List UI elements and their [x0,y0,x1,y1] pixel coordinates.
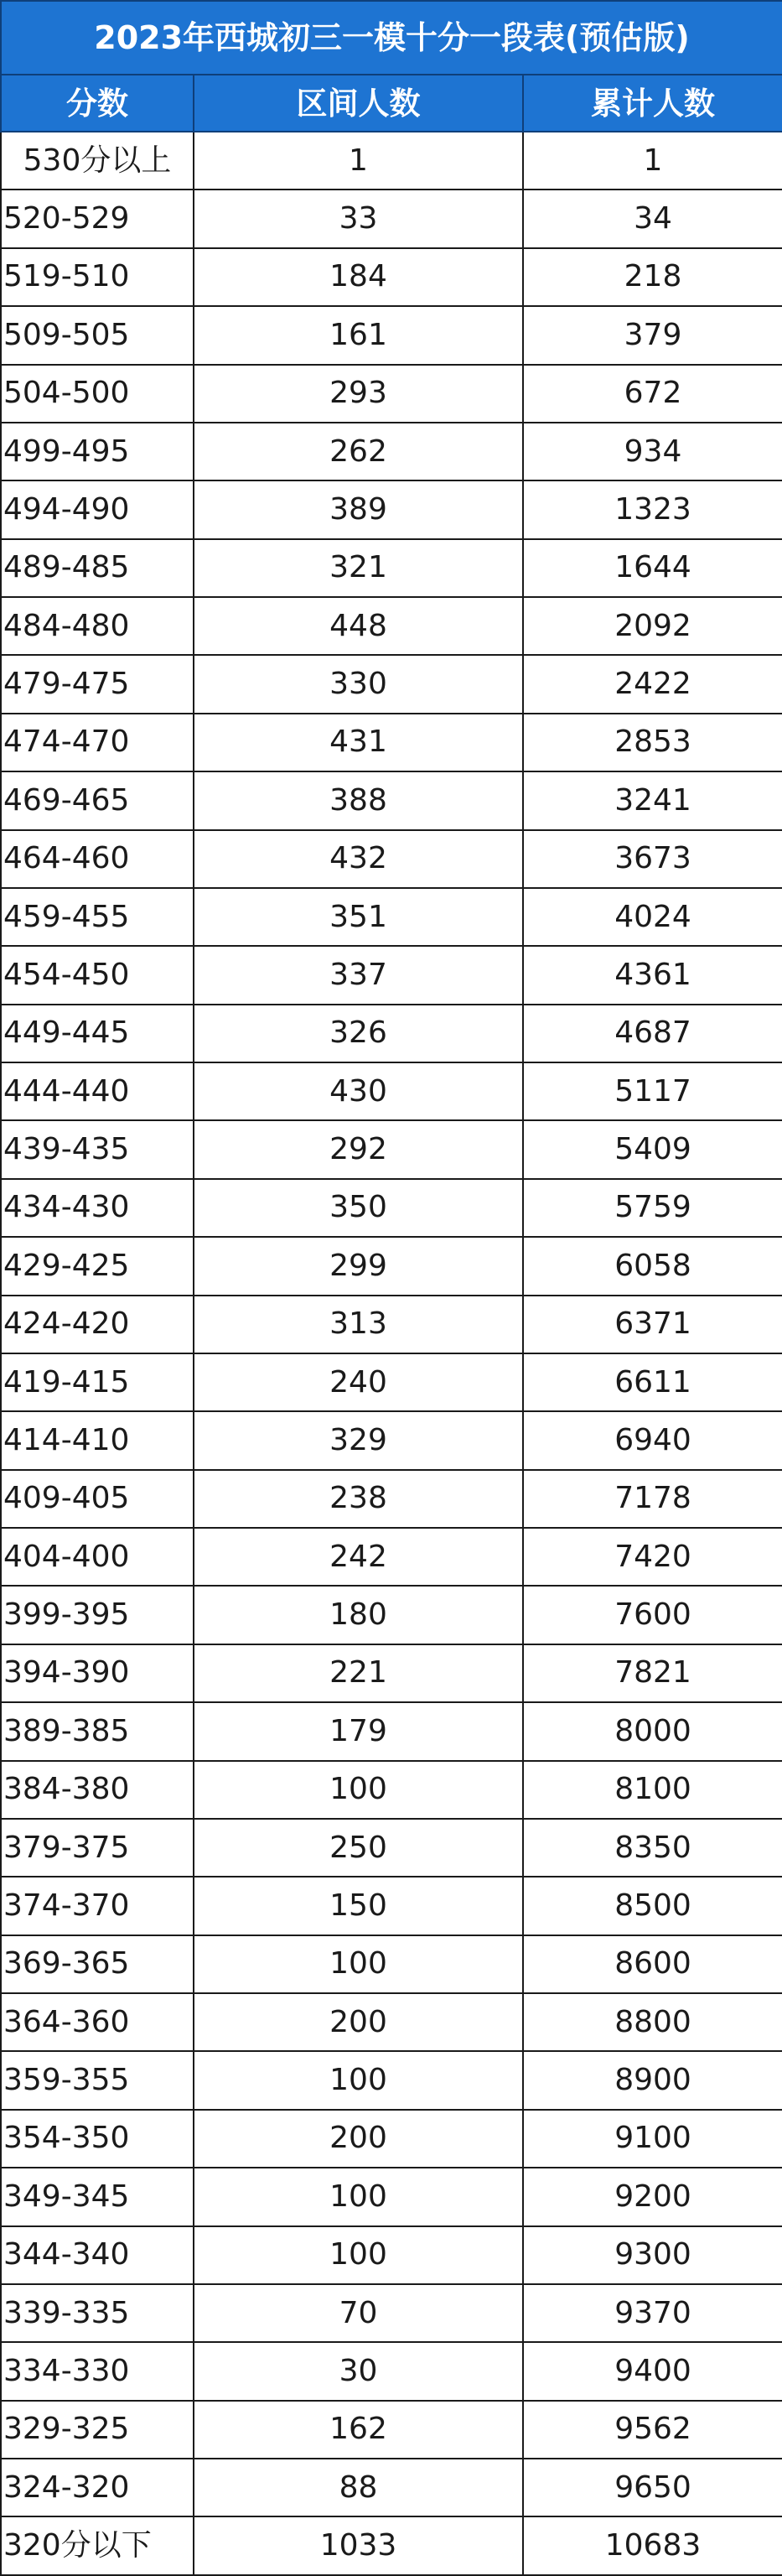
score-range-cell: 454-450 [1,946,194,1004]
table-row [1,132,782,190]
interval-count-cell: 184 [194,248,523,306]
cumulative-count-cell: 8350 [523,1819,782,1877]
interval-count-cell: 100 [194,2226,523,2284]
column-header-interval-count: 区间人数 [194,75,523,132]
score-range-cell: 394-390 [1,1644,194,1702]
score-range-cell: 374-370 [1,1877,194,1935]
column-header-cumulative-count: 累计人数 [523,75,782,132]
score-range-cell: 339-335 [1,2284,194,2342]
table-row [1,1702,782,1760]
score-range-cell: 484-480 [1,597,194,655]
interval-count-cell: 430 [194,1062,523,1120]
cumulative-count-cell: 5117 [523,1062,782,1120]
score-range-cell: 349-345 [1,2168,194,2225]
score-range-cell: 344-340 [1,2226,194,2284]
table-row [1,1935,782,1993]
score-range-cell: 419-415 [1,1353,194,1411]
table-row [1,946,782,1004]
cumulative-count-cell: 6611 [523,1353,782,1411]
interval-count-cell: 292 [194,1120,523,1178]
score-range-cell: 429-425 [1,1237,194,1295]
table-row [1,888,782,946]
score-range-cell: 324-320 [1,2459,194,2516]
table-row [1,1761,782,1819]
cumulative-count-cell: 4361 [523,946,782,1004]
score-range-cell: 384-380 [1,1761,194,1819]
table-row [1,1586,782,1644]
cumulative-count-cell: 9562 [523,2401,782,2459]
score-range-cell: 530分以上 [1,132,194,190]
score-range-cell: 459-455 [1,888,194,946]
score-range-cell: 439-435 [1,1120,194,1178]
interval-count-cell: 221 [194,1644,523,1702]
interval-count-cell: 242 [194,1528,523,1586]
interval-count-cell: 180 [194,1586,523,1644]
cumulative-count-cell: 7420 [523,1528,782,1586]
interval-count-cell: 337 [194,946,523,1004]
cumulative-count-cell: 1 [523,132,782,190]
interval-count-cell: 431 [194,714,523,771]
table-row [1,306,782,364]
table-row [1,2401,782,2459]
cumulative-count-cell: 9300 [523,2226,782,2284]
cumulative-count-cell: 3673 [523,830,782,888]
score-range-cell: 464-460 [1,830,194,888]
table-row [1,1819,782,1877]
interval-count-cell: 100 [194,1761,523,1819]
interval-count-cell: 313 [194,1296,523,1353]
score-range-cell: 404-400 [1,1528,194,1586]
cumulative-count-cell: 8100 [523,1761,782,1819]
score-range-cell: 359-355 [1,2051,194,2109]
table-row [1,1237,782,1295]
cumulative-count-cell: 7178 [523,1470,782,1528]
cumulative-count-cell: 9200 [523,2168,782,2225]
cumulative-count-cell: 2853 [523,714,782,771]
cumulative-count-cell: 10683 [523,2516,782,2575]
cumulative-count-cell: 5409 [523,1120,782,1178]
score-range-cell: 434-430 [1,1179,194,1237]
table-row [1,2342,782,2400]
cumulative-count-cell: 7821 [523,1644,782,1702]
table-row [1,1120,782,1178]
table-row [1,1353,782,1411]
interval-count-cell: 351 [194,888,523,946]
table-row [1,830,782,888]
score-range-cell: 479-475 [1,655,194,713]
score-range-cell: 364-360 [1,1993,194,2051]
score-range-cell: 519-510 [1,248,194,306]
table-row [1,1528,782,1586]
interval-count-cell: 448 [194,597,523,655]
interval-count-cell: 100 [194,2168,523,2225]
cumulative-count-cell: 6371 [523,1296,782,1353]
table-row [1,1470,782,1528]
cumulative-count-cell: 672 [523,365,782,423]
score-range-cell: 414-410 [1,1411,194,1469]
interval-count-cell: 389 [194,480,523,538]
score-range-cell: 329-325 [1,2401,194,2459]
table-row [1,1179,782,1237]
interval-count-cell: 240 [194,1353,523,1411]
column-header-score: 分数 [1,75,194,132]
cumulative-count-cell: 9370 [523,2284,782,2342]
score-range-cell: 379-375 [1,1819,194,1877]
interval-count-cell: 30 [194,2342,523,2400]
interval-count-cell: 179 [194,1702,523,1760]
score-range-cell: 494-490 [1,480,194,538]
table-row [1,2110,782,2168]
score-range-cell: 449-445 [1,1005,194,1062]
table-header-row [1,75,782,132]
score-range-cell: 489-485 [1,539,194,597]
interval-count-cell: 162 [194,2401,523,2459]
cumulative-count-cell: 218 [523,248,782,306]
score-range-cell: 389-385 [1,1702,194,1760]
score-range-cell: 354-350 [1,2110,194,2168]
cumulative-count-cell: 8500 [523,1877,782,1935]
interval-count-cell: 250 [194,1819,523,1877]
score-range-cell: 504-500 [1,365,194,423]
score-range-cell: 399-395 [1,1586,194,1644]
table-row [1,2226,782,2284]
table-row [1,1877,782,1935]
interval-count-cell: 1 [194,132,523,190]
interval-count-cell: 329 [194,1411,523,1469]
score-range-cell: 499-495 [1,423,194,480]
score-range-cell: 469-465 [1,771,194,829]
interval-count-cell: 100 [194,2051,523,2109]
cumulative-count-cell: 9100 [523,2110,782,2168]
interval-count-cell: 161 [194,306,523,364]
interval-count-cell: 350 [194,1179,523,1237]
table-row [1,2051,782,2109]
table-row [1,1644,782,1702]
cumulative-count-cell: 4687 [523,1005,782,1062]
table-title: 2023年西城初三一模十分一段表(预估版) [1,1,782,75]
table-row [1,655,782,713]
interval-count-cell: 70 [194,2284,523,2342]
interval-count-cell: 262 [194,423,523,480]
table-row [1,248,782,306]
table-row [1,2459,782,2516]
table-row [1,1296,782,1353]
table-row [1,539,782,597]
interval-count-cell: 1033 [194,2516,523,2575]
table-title-row [1,1,782,75]
interval-count-cell: 388 [194,771,523,829]
table-row [1,1411,782,1469]
score-range-cell: 444-440 [1,1062,194,1120]
score-range-cell: 369-365 [1,1935,194,1993]
interval-count-cell: 150 [194,1877,523,1935]
score-range-cell: 520-529 [1,190,194,247]
interval-count-cell: 293 [194,365,523,423]
cumulative-count-cell: 8000 [523,1702,782,1760]
cumulative-count-cell: 4024 [523,888,782,946]
interval-count-cell: 330 [194,655,523,713]
table-row [1,423,782,480]
cumulative-count-cell: 3241 [523,771,782,829]
score-range-cell: 409-405 [1,1470,194,1528]
interval-count-cell: 200 [194,2110,523,2168]
cumulative-count-cell: 934 [523,423,782,480]
interval-count-cell: 432 [194,830,523,888]
cumulative-count-cell: 1644 [523,539,782,597]
cumulative-count-cell: 2422 [523,655,782,713]
table-row [1,2168,782,2225]
table-row [1,1005,782,1062]
table-body [1,132,782,2575]
table-row [1,480,782,538]
score-range-cell: 334-330 [1,2342,194,2400]
interval-count-cell: 326 [194,1005,523,1062]
cumulative-count-cell: 2092 [523,597,782,655]
cumulative-count-cell: 7600 [523,1586,782,1644]
interval-count-cell: 321 [194,539,523,597]
table-row [1,365,782,423]
score-range-cell: 320分以下 [1,2516,194,2575]
table-row [1,2284,782,2342]
table-row [1,1062,782,1120]
table-row [1,597,782,655]
cumulative-count-cell: 8800 [523,1993,782,2051]
cumulative-count-cell: 8600 [523,1935,782,1993]
interval-count-cell: 200 [194,1993,523,2051]
table-row [1,2516,782,2575]
table-row [1,771,782,829]
cumulative-count-cell: 9400 [523,2342,782,2400]
interval-count-cell: 100 [194,1935,523,1993]
interval-count-cell: 88 [194,2459,523,2516]
score-range-cell: 424-420 [1,1296,194,1353]
cumulative-count-cell: 6940 [523,1411,782,1469]
score-range-cell: 509-505 [1,306,194,364]
cumulative-count-cell: 5759 [523,1179,782,1237]
cumulative-count-cell: 9650 [523,2459,782,2516]
table-row [1,714,782,771]
cumulative-count-cell: 1323 [523,480,782,538]
score-range-cell: 474-470 [1,714,194,771]
interval-count-cell: 238 [194,1470,523,1528]
cumulative-count-cell: 379 [523,306,782,364]
cumulative-count-cell: 34 [523,190,782,247]
cumulative-count-cell: 8900 [523,2051,782,2109]
interval-count-cell: 299 [194,1237,523,1295]
table-row [1,1993,782,2051]
interval-count-cell: 33 [194,190,523,247]
cumulative-count-cell: 6058 [523,1237,782,1295]
table-row [1,190,782,247]
